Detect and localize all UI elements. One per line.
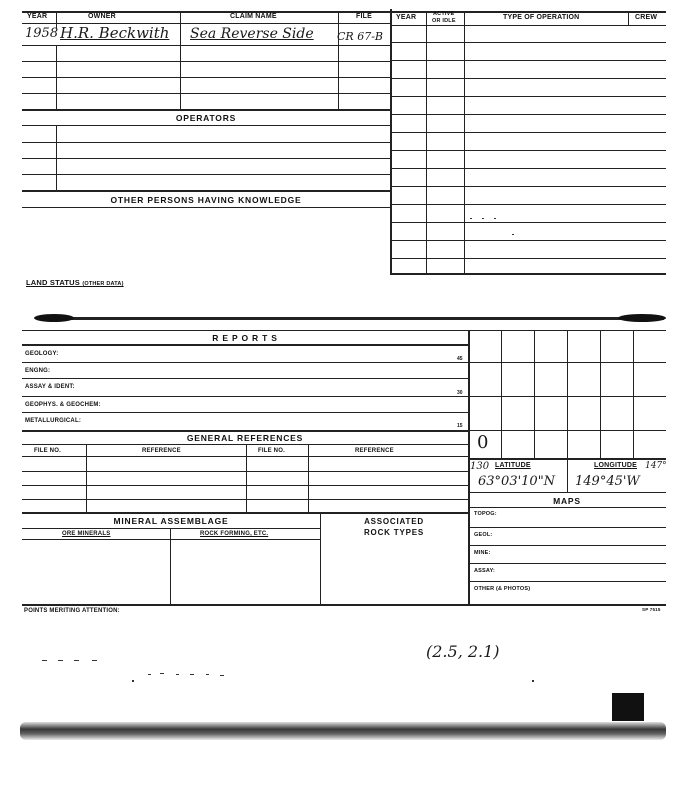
report-geophys: GEOPHYS. & GEOCHEM:	[25, 402, 101, 408]
entry-year: 1958	[25, 26, 59, 41]
crew-header: CREW	[635, 14, 658, 21]
entry-file: CR 67-B	[337, 30, 383, 43]
hand-130: 130	[470, 461, 490, 472]
bottom-black-block	[612, 693, 644, 721]
land-status-sub: (OTHER DATA)	[82, 281, 124, 287]
associated-rock-types-2: ROCK TYPES	[363, 528, 424, 537]
reports-title: R E P O R T S	[212, 333, 278, 343]
mineral-assemblage-title: MINERAL ASSEMBLAGE	[113, 516, 229, 526]
longitude-value: 149°45'W	[575, 474, 640, 489]
owner-header: OWNER	[88, 13, 116, 20]
map-topog: TOPOG:	[474, 511, 497, 517]
other-persons-title: OTHER PERSONS HAVING KNOWLEDGE	[110, 195, 302, 205]
operators-title: OPERATORS	[175, 113, 237, 123]
general-references-title: GENERAL REFERENCES	[186, 433, 304, 443]
hand-coordinates: (2.5, 2.1)	[426, 642, 500, 661]
map-geol: GEOL:	[474, 532, 493, 538]
report-num-15: 15	[457, 423, 463, 429]
file-header: FILE	[356, 13, 372, 20]
report-num-30: 30	[457, 390, 463, 396]
ref-reference-1: REFERENCE	[142, 448, 181, 454]
longitude-label: LONGITUDE	[594, 462, 638, 469]
ref-reference-2: REFERENCE	[355, 448, 394, 454]
type-of-operation-header: TYPE OF OPERATION	[503, 14, 580, 21]
report-geology: GEOLOGY:	[25, 351, 59, 357]
ref-file-no-2: FILE NO.	[258, 448, 285, 454]
active-idle-header-2: OR IDLE	[432, 18, 456, 24]
report-num-45: 45	[457, 356, 463, 362]
year-header: YEAR	[27, 13, 48, 20]
points-meriting-attention: POINTS MERITING ATTENTION:	[24, 608, 120, 614]
bottom-scan-smear	[20, 722, 666, 740]
report-metallurgical: METALLURGICAL:	[25, 418, 82, 424]
ore-minerals-header: ORE MINERALS	[62, 531, 111, 537]
maps-title: MAPS	[553, 496, 581, 506]
associated-rock-types-1: ASSOCIATED	[364, 517, 424, 526]
map-mine: MINE:	[474, 550, 491, 556]
claim-name-header: CLAIM NAME	[230, 13, 277, 20]
form-number: SP 7515	[642, 607, 661, 612]
entry-owner: H.R. Beckwith	[60, 24, 170, 42]
ref-file-no-1: FILE NO.	[34, 448, 61, 454]
latitude-label: LATITUDE	[495, 462, 531, 469]
hand-zero: 0	[477, 432, 489, 453]
op-year-header: YEAR	[396, 14, 417, 21]
entry-claim-name: Sea Reverse Side	[190, 26, 314, 42]
report-engng: ENGNG:	[25, 368, 51, 374]
latitude-value: 63°03'10"N	[478, 474, 556, 489]
report-assay: ASSAY & IDENT:	[25, 384, 75, 390]
active-idle-header-1: ACTIVE	[433, 11, 455, 17]
rock-forming-header: ROCK FORMING, ETC.	[200, 531, 269, 537]
land-status-title: LAND STATUS	[26, 278, 81, 287]
map-other: OTHER (& PHOTOS)	[474, 586, 531, 592]
hand-147: 147°	[645, 461, 667, 471]
map-assay: ASSAY:	[474, 568, 496, 574]
